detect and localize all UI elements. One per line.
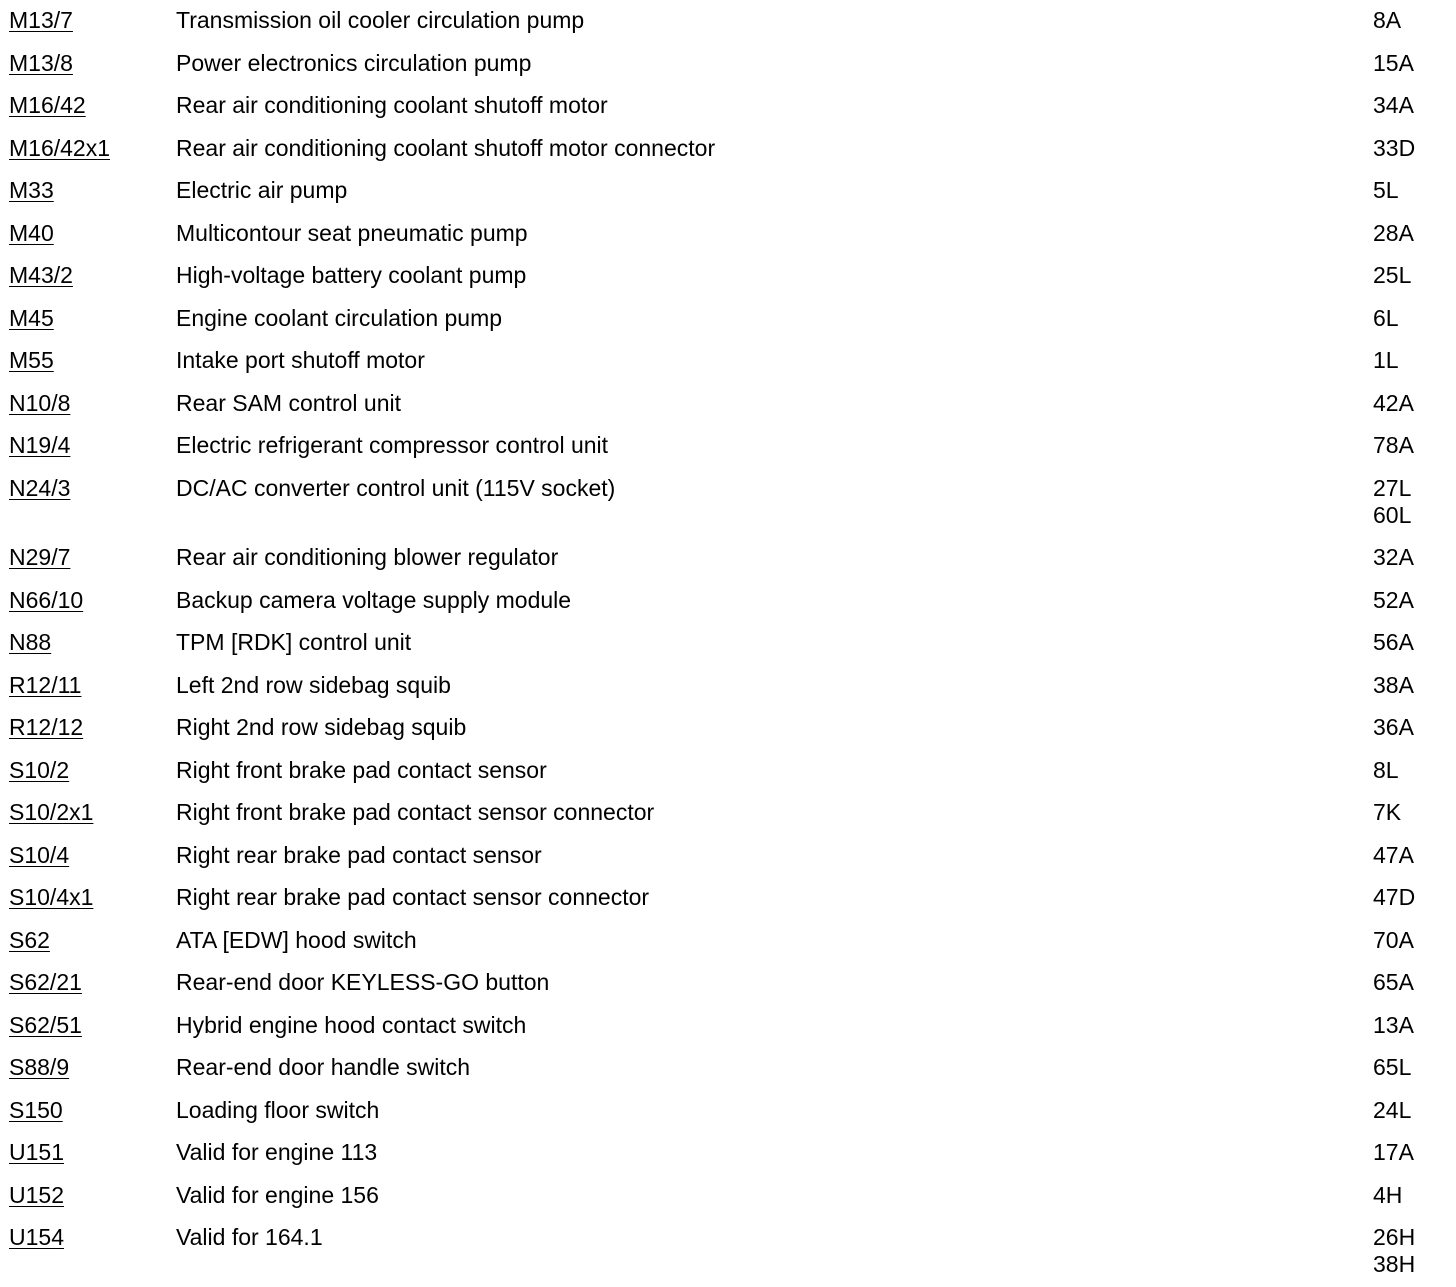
- grid-location: 47D: [1373, 884, 1416, 910]
- component-code-link[interactable]: N29/7: [9, 544, 71, 570]
- legend-row: [0, 85, 1456, 128]
- component-description: Multicontour seat pneumatic pump: [176, 219, 528, 246]
- component-code-link[interactable]: M33: [9, 177, 54, 203]
- component-code-link[interactable]: R12/11: [9, 671, 82, 698]
- grid-location: 36A: [1373, 714, 1414, 740]
- legend-row: [0, 298, 1456, 341]
- component-code-link[interactable]: M45: [9, 304, 54, 331]
- legend-row: [0, 920, 1456, 963]
- component-code-link[interactable]: S62/51: [9, 1011, 82, 1038]
- legend-row: [0, 792, 1456, 835]
- component-description: Electric refrigerant compressor control unit: [176, 432, 609, 458]
- grid-location: 38A: [1373, 671, 1414, 698]
- legend-row: [0, 1175, 1456, 1218]
- component-location: [1373, 177, 1399, 204]
- legend-row: [0, 0, 1456, 43]
- legend-row: [0, 213, 1456, 256]
- component-code-link[interactable]: S10/2: [9, 756, 70, 783]
- component-code-link[interactable]: U151: [9, 1139, 64, 1165]
- legend-row: [0, 1047, 1456, 1090]
- grid-location: 34A: [1373, 92, 1414, 118]
- legend-row: [0, 1132, 1456, 1175]
- component-location: [1373, 799, 1401, 826]
- component-location: [1373, 475, 1411, 529]
- legend-row: [0, 170, 1456, 213]
- component-description: Left 2nd row sidebag squib: [176, 671, 451, 698]
- component-code-link[interactable]: S10/4: [9, 841, 70, 868]
- legend-row: [0, 750, 1456, 793]
- component-description: Electric air pump: [176, 177, 348, 203]
- legend-row: [0, 1217, 1456, 1287]
- component-description: Rear SAM control unit: [176, 389, 401, 416]
- component-location: [1373, 842, 1414, 869]
- component-location: [1373, 50, 1414, 77]
- component-code-link[interactable]: M13/8: [9, 49, 73, 76]
- legend-row: [0, 580, 1456, 623]
- component-code-link[interactable]: N19/4: [9, 432, 71, 458]
- component-code-link[interactable]: S10/4x1: [9, 884, 94, 910]
- component-location: [1373, 1224, 1415, 1278]
- legend-row: [0, 468, 1456, 538]
- component-description: Power electronics circulation pump: [176, 49, 532, 76]
- component-code-link[interactable]: U152: [9, 1181, 64, 1208]
- grid-location: 33D: [1373, 134, 1416, 161]
- component-code-link[interactable]: S62/21: [9, 969, 82, 995]
- legend-row: [0, 835, 1456, 878]
- component-code-link[interactable]: N88: [9, 629, 52, 655]
- component-location: [1373, 92, 1414, 119]
- component-code-link[interactable]: M55: [9, 347, 54, 373]
- component-code-link[interactable]: S150: [9, 1096, 63, 1123]
- component-location: [1373, 7, 1401, 34]
- component-location: [1373, 347, 1399, 374]
- grid-location: 13A: [1373, 1011, 1414, 1038]
- legend-row: [0, 128, 1456, 171]
- component-description: Hybrid engine hood contact switch: [176, 1011, 527, 1038]
- component-location: [1373, 432, 1414, 459]
- component-description: Right front brake pad contact sensor: [176, 756, 547, 783]
- grid-location: 56A: [1373, 629, 1414, 655]
- legend-row: [0, 1005, 1456, 1048]
- grid-location: 1L: [1373, 347, 1399, 373]
- component-code-link[interactable]: S10/2x1: [9, 799, 94, 825]
- grid-location: 26H: [1373, 1224, 1416, 1250]
- component-description: Intake port shutoff motor: [176, 347, 425, 373]
- grid-location: 65L: [1373, 1054, 1412, 1080]
- component-location: [1373, 884, 1415, 911]
- component-code-link[interactable]: U154: [9, 1224, 64, 1250]
- component-code-link[interactable]: N24/3: [9, 474, 71, 501]
- legend-row: [0, 425, 1456, 468]
- grid-location: 6L: [1373, 304, 1399, 331]
- component-description: High-voltage battery coolant pump: [176, 262, 527, 288]
- component-description: Transmission oil cooler circulation pump: [176, 7, 585, 33]
- component-location: [1373, 1054, 1411, 1081]
- component-description: Rear-end door handle switch: [176, 1054, 471, 1080]
- legend-row: [0, 1090, 1456, 1133]
- component-description: Valid for engine 156: [176, 1181, 379, 1208]
- legend-row: [0, 537, 1456, 580]
- grid-location: 25L: [1373, 262, 1412, 288]
- component-description: Rear air conditioning coolant shutoff motor: [176, 92, 608, 118]
- component-location: [1373, 390, 1414, 417]
- component-description: Engine coolant circulation pump: [176, 304, 503, 331]
- grid-location: 24L: [1373, 1096, 1412, 1123]
- component-location: [1373, 672, 1414, 699]
- component-location: [1373, 927, 1414, 954]
- grid-location: 28A: [1373, 219, 1414, 246]
- grid-location: 15A: [1373, 49, 1414, 76]
- component-location: [1373, 1012, 1414, 1039]
- component-description: Rear air conditioning coolant shutoff motor connector: [176, 134, 716, 161]
- component-code-link[interactable]: S62: [9, 926, 50, 953]
- grid-location: 8A: [1373, 7, 1402, 33]
- component-location: [1373, 262, 1411, 289]
- grid-location: 42A: [1373, 389, 1414, 416]
- component-location: [1373, 1097, 1411, 1124]
- component-location: [1373, 714, 1414, 741]
- component-description: ATA [EDW] hood switch: [176, 926, 417, 953]
- component-location: [1373, 1182, 1402, 1209]
- grid-location: 17A: [1373, 1139, 1414, 1165]
- component-location: [1373, 544, 1414, 571]
- component-description: Valid for 164.1: [176, 1224, 323, 1250]
- grid-location: 78A: [1373, 432, 1414, 458]
- component-code-link[interactable]: M43/2: [9, 262, 73, 288]
- component-location: [1373, 969, 1414, 996]
- component-location: [1373, 587, 1414, 614]
- component-description: Rear-end door KEYLESS-GO button: [176, 969, 550, 995]
- component-code-link[interactable]: N10/8: [9, 389, 71, 416]
- legend-row: [0, 43, 1456, 86]
- component-location: [1373, 135, 1415, 162]
- grid-location: 7K: [1373, 799, 1402, 825]
- legend-row: [0, 255, 1456, 298]
- legend-row: [0, 340, 1456, 383]
- grid-location: 70A: [1373, 926, 1414, 953]
- component-location: [1373, 1139, 1414, 1166]
- component-description: Right rear brake pad contact sensor connector: [176, 884, 650, 910]
- grid-location: 60L: [1373, 501, 1412, 528]
- component-location: [1373, 220, 1414, 247]
- legend-row: [0, 665, 1456, 708]
- legend-row: [0, 622, 1456, 665]
- grid-location: 32A: [1373, 544, 1414, 570]
- component-code-link[interactable]: M13/7: [9, 7, 73, 33]
- grid-location: 38H: [1373, 1251, 1416, 1277]
- component-location: [1373, 629, 1414, 656]
- component-code-link[interactable]: M16/42: [9, 92, 86, 118]
- component-description: Loading floor switch: [176, 1096, 380, 1123]
- component-code-link[interactable]: S88/9: [9, 1054, 70, 1080]
- legend-row: [0, 383, 1456, 426]
- component-code-link[interactable]: M40: [9, 219, 54, 246]
- component-description: DC/AC converter control unit (115V socket): [176, 474, 616, 501]
- component-description: Right front brake pad contact sensor connector: [176, 799, 655, 825]
- component-description: TPM [RDK] control unit: [176, 629, 412, 655]
- component-code-link[interactable]: M16/42x1: [9, 134, 111, 161]
- component-description: Valid for engine 113: [176, 1139, 378, 1165]
- component-location: [1373, 305, 1399, 332]
- legend-row: [0, 877, 1456, 920]
- grid-location: 47A: [1373, 841, 1414, 868]
- grid-location: 52A: [1373, 586, 1414, 613]
- grid-location: 8L: [1373, 756, 1399, 783]
- grid-location: 4H: [1373, 1181, 1403, 1208]
- component-description: Right 2nd row sidebag squib: [176, 714, 467, 740]
- legend-row: [0, 962, 1456, 1005]
- component-code-link[interactable]: N66/10: [9, 586, 84, 613]
- legend-row: [0, 707, 1456, 750]
- grid-location: 5L: [1373, 177, 1399, 203]
- component-description: Right rear brake pad contact sensor: [176, 841, 542, 868]
- component-location: [1373, 757, 1399, 784]
- component-code-link[interactable]: R12/12: [9, 714, 84, 740]
- grid-location: 65A: [1373, 969, 1414, 995]
- grid-location: 27L: [1373, 474, 1412, 501]
- component-description: Rear air conditioning blower regulator: [176, 544, 559, 570]
- component-description: Backup camera voltage supply module: [176, 586, 572, 613]
